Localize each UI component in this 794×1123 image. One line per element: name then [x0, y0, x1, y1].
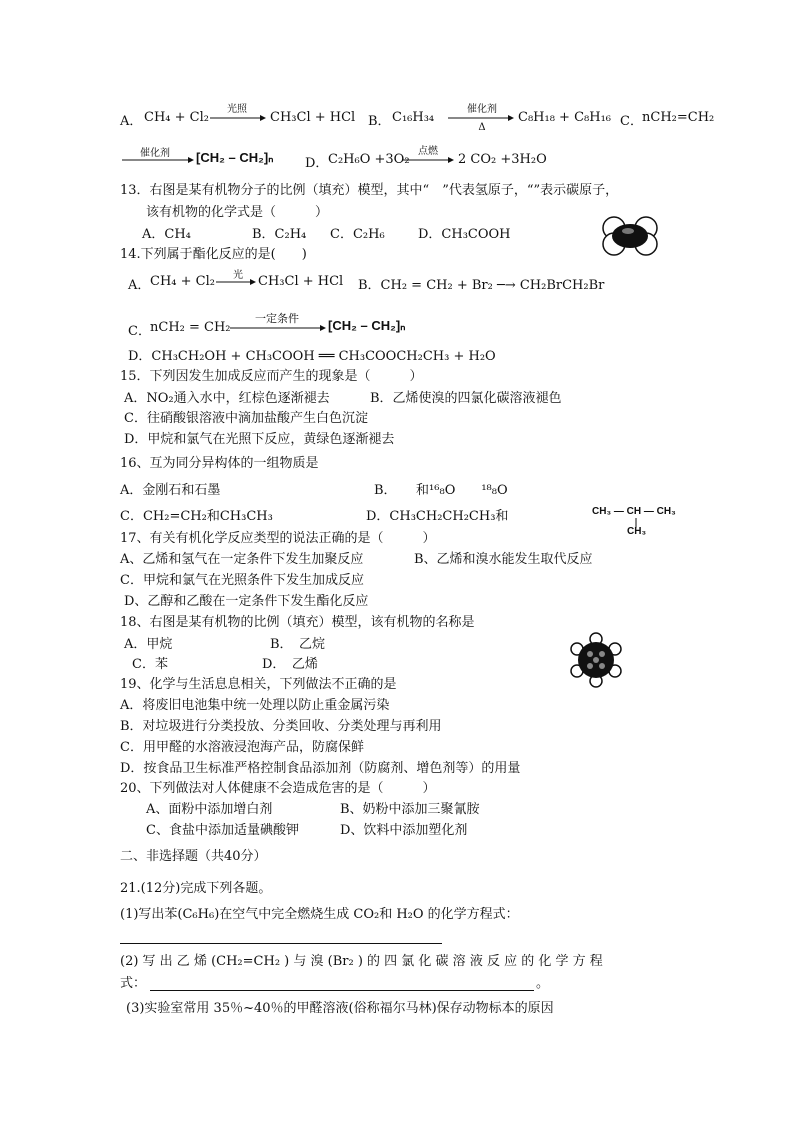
q19-stem: 19、化学与生活息息相关，下列做法不正确的是: [120, 677, 397, 692]
q12-d-rhs: 2 CO₂ +3H₂O: [458, 152, 547, 167]
q12-d-arrow: [402, 156, 454, 164]
q20-opt-b: B、奶粉中添加三聚氰胺: [340, 802, 480, 817]
q14-b: B．CH₂ = CH₂ + Br₂ ─→ CH₂BrCH₂Br: [358, 278, 605, 293]
q12-b-label: B．: [368, 114, 391, 129]
q16-stem: 16、互为同分异构体的一组物质是: [120, 456, 319, 471]
q16-opt-b: B． 和¹⁶₈O ¹⁸₈O: [374, 483, 508, 498]
q21-stem: 21.(12分)完成下列各题。: [120, 881, 272, 896]
q17-opt-a: A、乙烯和氢气在一定条件下发生加聚反应: [120, 552, 364, 567]
q16-opt-d: D．CH₃CH₂CH₂CH₃和: [366, 509, 509, 524]
q17-stem: 17、有关有机化学反应类型的说法正确的是（ ）: [120, 531, 436, 546]
q13-opt-d: D．CH₃COOH: [418, 227, 511, 242]
q15-opt-d: D．甲烷和氯气在光照下反应，黄绿色逐渐褪去: [124, 432, 395, 447]
q17-opt-d: D、乙醇和乙酸在一定条件下发生酯化反应: [124, 594, 369, 609]
q14-a-arrow: [216, 278, 256, 286]
q12-c-label: C．: [620, 114, 643, 129]
q20-opt-c: C、食盐中添加适量碘酸钾: [146, 823, 299, 838]
q12-c-rhs: [CH₂ – CH₂]ₙ: [196, 150, 274, 165]
q14-c-cond: 一定条件: [255, 312, 299, 325]
q20-stem: 20、下列做法对人体健康不会造成危害的是（ ）: [120, 781, 436, 796]
q20-opt-a: A、面粉中添加增白剂: [146, 802, 273, 817]
q18-stem: 18、右图是某有机物的比例（填充）模型，该有机物的名称是: [120, 615, 475, 630]
q21-answer-line-1[interactable]: [120, 943, 442, 944]
q17-opt-c: C．甲烷和氯气在光照条件下发生加成反应: [120, 573, 364, 588]
q14-c-label: C．: [128, 324, 151, 339]
isobutane-struct-top: CH₃ — CH — CH₃: [592, 506, 676, 517]
q18-opt-d: D． 乙烯: [262, 657, 318, 672]
q12-a-label: A．: [120, 114, 143, 129]
benzene-model-icon: [568, 632, 624, 688]
q14-c-rhs: [CH₂ – CH₂]ₙ: [328, 318, 406, 333]
q13-stem-1: 13．右图是某有机物分子的比例（填充）模型，其中“ ”代表氢原子，“”表示碳原子，: [120, 183, 619, 198]
q15-opt-c: C．往硝酸银溶液中滴加盐酸产生白色沉淀: [124, 411, 368, 426]
q12-b-cond-top: 催化剂: [467, 104, 497, 115]
section-2-title: 二、非选择题（共40分）: [120, 849, 267, 864]
q14-stem: 14.下列属于酯化反应的是( ): [120, 247, 307, 262]
q14-c-arrow: [230, 324, 326, 332]
q14-d: D．CH₃CH₂OH + CH₃COOH ══ CH₃COOCH₂CH₃ + H₂O: [128, 349, 496, 364]
q12-b-cond-bottom: Δ: [478, 122, 486, 133]
q15-opt-a: A．NO₂通入水中，红棕色逐渐褪去: [124, 391, 330, 406]
q12-d-cond: 点燃: [418, 146, 438, 157]
ethylene-model-icon: [600, 214, 660, 258]
q18-opt-a: A．甲烷: [124, 637, 173, 652]
q19-opt-a: A．将废旧电池集中统一处理以防止重金属污染: [120, 698, 390, 713]
q12-a-rhs: CH₃Cl + HCl: [270, 110, 356, 125]
q13-opt-a: A．CH₄: [142, 227, 191, 242]
q12-a-lhs: CH₄ + Cl₂: [144, 110, 209, 125]
q12-b-rhs: C₈H₁₈ + C₈H₁₆: [518, 110, 611, 125]
q21-answer-line-2[interactable]: [150, 990, 534, 991]
q15-opt-b: B．乙烯使溴的四氯化碳溶液褪色: [370, 391, 562, 406]
q19-opt-b: B．对垃圾进行分类投放、分类回收、分类处理与再利用: [120, 719, 442, 734]
q13-stem-2: 该有机物的化学式是（ ）: [146, 205, 329, 220]
q14-a-rhs: CH₃Cl + HCl: [258, 274, 344, 289]
q13-opt-c: C．C₂H₆: [330, 227, 385, 242]
q16-opt-c: C．CH₂=CH₂和CH₃CH₃: [120, 509, 273, 524]
q20-opt-d: D、饮料中添加塑化剂: [340, 823, 468, 838]
isobutane-struct-bottom: CH₃: [627, 526, 647, 537]
q19-opt-c: C．用甲醛的水溶液浸泡海产品，防腐保鲜: [120, 740, 364, 755]
q18-opt-c: C．苯: [132, 657, 168, 672]
q13-opt-b: B．C₂H₄: [252, 227, 307, 242]
q21-part-2a: (2) 写 出 乙 烯 (CH₂=CH₂ ) 与 溴 (Br₂ ) 的 四 氯 化 碳 溶 液 反 应 的 化 学 方 程: [120, 954, 603, 969]
q21-part-1: (1)写出苯(C₆H₆)在空气中完全燃烧生成 CO₂和 H₂O 的化学方程式：: [120, 907, 519, 922]
q12-c-arrow: [122, 156, 194, 164]
q12-b-lhs: C₁₆H₃₄: [392, 110, 435, 125]
q12-d-lhs: C₂H₆O +3O₂: [328, 152, 410, 167]
q17-opt-b: B、乙烯和溴水能发生取代反应: [414, 552, 593, 567]
q14-c-lhs: nCH₂ = CH₂: [150, 320, 231, 335]
q14-a-label: A．: [128, 278, 151, 293]
q12-b-arrow: [448, 114, 514, 122]
q19-opt-d: D．按食品卫生标准严格控制食品添加剂（防腐剂、增色剂等）的用量: [120, 761, 521, 776]
q21-part-3: (3)实验室常用 35％~40％的甲醛溶液(俗称福尔马林)保存动物标本的原因: [126, 1001, 554, 1016]
q14-a-cond: 光: [233, 270, 243, 281]
q21-part-2b: 式：: [120, 976, 147, 991]
q16-opt-a: A．金刚石和石墨: [120, 483, 221, 498]
q12-a-arrow: [210, 114, 266, 122]
q12-a-cond: 光照: [227, 104, 247, 115]
q12-c-lhs: nCH₂=CH₂: [642, 110, 715, 125]
q14-a-lhs: CH₄ + Cl₂: [150, 274, 215, 289]
q12-d-label: D．: [305, 156, 329, 171]
q12-c-cond: 催化剂: [140, 148, 170, 159]
q21-part-2-end: 。: [536, 976, 550, 991]
q15-stem: 15．下列因发生加成反应而产生的现象是（ ）: [120, 369, 423, 384]
q18-opt-b: B． 乙烷: [270, 637, 326, 652]
